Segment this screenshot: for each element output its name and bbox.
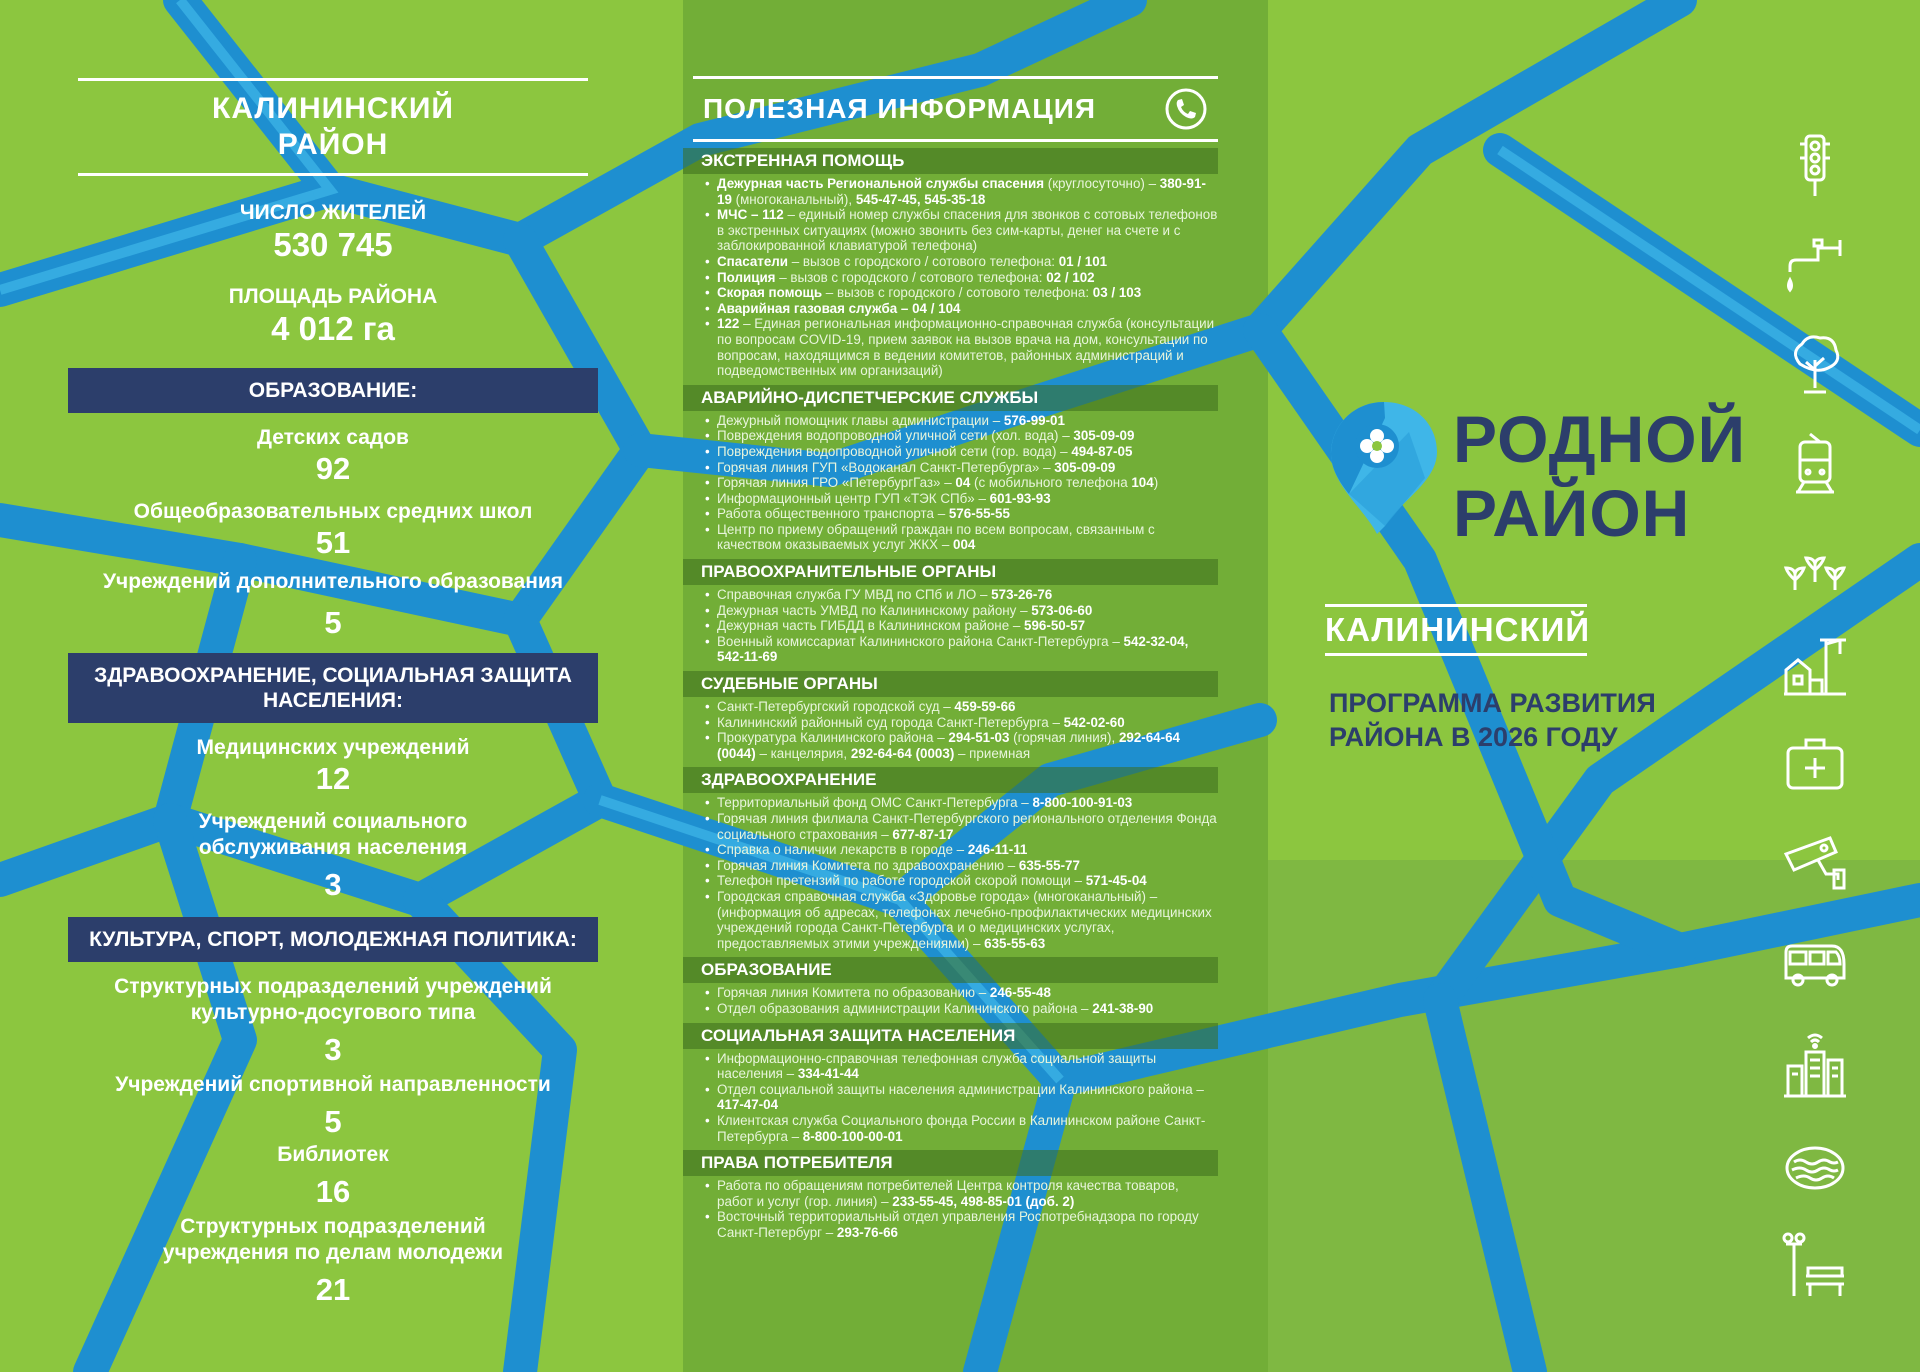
item-emphasis: 576-99-01	[1003, 412, 1065, 428]
item-text: Прокуратура Калининского района –	[717, 730, 949, 746]
stat-area	[68, 284, 598, 348]
item-emphasis: 04	[955, 475, 971, 491]
info-section-header: ПРАВООХРАНИТЕЛЬНЫЕ ОРГАНЫ	[683, 559, 1218, 585]
list-item	[703, 873, 1218, 889]
item-value: 5	[324, 605, 342, 640]
traffic-light-icon	[1780, 130, 1850, 200]
info-list	[683, 413, 1218, 553]
stat-item	[68, 809, 598, 903]
item-emphasis: Спасатели	[717, 253, 789, 269]
list-item	[703, 176, 1218, 207]
item-value: 12	[315, 761, 351, 796]
item-emphasis: 104	[1131, 475, 1154, 491]
item-text: Центр по приему обращений граждан по всем вопросам, связанным с качеством оказываемых услуг ЖКХ –	[717, 521, 1155, 553]
item-emphasis: 573-26-76	[991, 587, 1053, 603]
smart-city-icon	[1780, 1030, 1850, 1100]
info-section	[683, 767, 1218, 951]
list-item	[703, 506, 1218, 522]
item-label: Общеобразовательных средних школ	[133, 500, 533, 523]
list-item	[703, 618, 1218, 634]
item-emphasis: 294-51-03	[948, 730, 1010, 746]
info-list	[683, 795, 1218, 951]
middle-panel	[683, 0, 1218, 1372]
stat-label: ПЛОЩАДЬ РАЙОНА	[228, 285, 438, 308]
info-section	[683, 385, 1218, 553]
item-emphasis: 542-02-60	[1063, 714, 1125, 730]
list-item	[703, 985, 1218, 1001]
info-section	[683, 671, 1218, 761]
item-emphasis: 596-50-57	[1024, 618, 1086, 634]
list-item	[703, 301, 1218, 317]
program-title: ПРОГРАММА РАЗВИТИЯ РАЙОНА В 2026 ГОДУ	[1329, 688, 1656, 752]
info-title-text: ПОЛЕЗНАЯ ИНФОРМАЦИЯ	[703, 93, 1096, 124]
item-value: 16	[315, 1174, 351, 1209]
info-section	[683, 1150, 1218, 1240]
item-text: Горячая линия ГУП «Водоканал Санкт-Петербурга» –	[717, 459, 1055, 475]
item-emphasis: 459-59-66	[954, 699, 1016, 715]
item-text: )	[1153, 475, 1159, 491]
item-text: Территориальный фонд ОМС Санкт-Петербурга –	[717, 795, 1033, 811]
list-item	[703, 254, 1218, 270]
phone-icon	[1164, 87, 1208, 131]
list-item	[703, 1051, 1218, 1082]
item-text: Дежурная часть УМВД по Калининскому району –	[717, 602, 1032, 618]
list-item	[703, 460, 1218, 476]
info-section-header: ОБРАЗОВАНИЕ	[683, 957, 1218, 983]
item-text: Повреждения водопроводной уличной сети (хол. вода) –	[717, 428, 1074, 444]
list-item	[703, 475, 1218, 491]
district-title-line2: РАЙОН	[277, 128, 389, 161]
item-emphasis: 635-55-63	[984, 935, 1046, 951]
street-lamp-bench-icon	[1780, 1230, 1850, 1300]
district-title-line1: КАЛИНИНСКИЙ	[212, 92, 454, 125]
item-emphasis: Дежурная часть Региональной службы спасения	[717, 176, 1045, 191]
item-emphasis: 334-41-44	[797, 1066, 859, 1082]
item-label: Учреждений спортивной направленности	[115, 1073, 551, 1096]
item-emphasis: 233-55-45, 498-85-01 (доб. 2)	[892, 1193, 1075, 1209]
info-section-header: ПРАВА ПОТРЕБИТЕЛЯ	[683, 1150, 1218, 1176]
item-text: Дежурный помощник главы администрации –	[717, 412, 1004, 428]
item-emphasis: 8-800-100-00-01	[802, 1128, 903, 1144]
stat-value: 4 012 га	[271, 310, 395, 347]
item-text: Санкт-Петербургский городской суд –	[717, 699, 955, 715]
list-item	[703, 491, 1218, 507]
list-item	[703, 858, 1218, 874]
map-pin-logo-icon	[1325, 398, 1443, 538]
construction-crane-icon	[1780, 630, 1850, 700]
item-text: Телефон претензий по работе городской скорой помощи –	[717, 873, 1086, 889]
stat-item	[68, 425, 598, 487]
item-emphasis: Аварийная газовая служба – 04 / 104	[717, 300, 961, 316]
stat-item	[68, 735, 598, 797]
item-emphasis: 305-09-09	[1073, 428, 1135, 444]
list-item	[703, 603, 1218, 619]
info-section	[683, 148, 1218, 379]
item-text: Справочная служба ГУ МВД по СПб и ЛО –	[717, 587, 992, 603]
item-emphasis: Скорая помощь	[717, 285, 823, 301]
park-pond-icon	[1780, 1130, 1850, 1200]
info-list	[683, 699, 1218, 761]
list-item	[703, 1209, 1218, 1240]
stat-value: 530 745	[273, 226, 393, 263]
info-list	[683, 587, 1218, 665]
list-item	[703, 795, 1218, 811]
item-text: – единый номер службы спасения для звонков с сотовых телефонов в экстренных ситуациях (можно звонить без сим-карты, денег на счете и с заблокированной клавиатурой телефона)	[717, 207, 1218, 254]
info-sections	[683, 148, 1218, 1240]
list-item	[703, 842, 1218, 858]
list-item	[703, 444, 1218, 460]
item-text: Работа общественного транспорта –	[717, 506, 949, 522]
stat-population	[68, 200, 598, 264]
stat-item	[68, 1142, 598, 1210]
item-text: (многоканальный),	[731, 191, 856, 207]
item-emphasis: 01 / 101	[1058, 253, 1108, 269]
item-emphasis: 677-87-17	[892, 826, 954, 842]
tram-icon	[1780, 430, 1850, 500]
list-item	[703, 270, 1218, 286]
item-text: Дежурная часть ГИБДД в Калининском районе –	[717, 618, 1025, 634]
item-label: Учреждений социального обслуживания населения	[198, 810, 468, 859]
sprouts-icon	[1780, 530, 1850, 600]
item-emphasis: 601-93-93	[989, 490, 1051, 506]
item-text: Информационно-справочная телефонная служба социальной защиты населения –	[717, 1050, 1157, 1082]
item-text: Калининский районный суд города Санкт-Петербурга –	[717, 714, 1064, 730]
item-text: (с мобильного телефона	[970, 475, 1132, 491]
item-emphasis: 417-47-04	[717, 1097, 779, 1113]
list-item	[703, 889, 1218, 951]
item-text: – Единая региональная информационно-справочная служба (консультации по вопросам COVID-19, прием заявок на вызов врача на дом, консультации по вопросам, находящимся в ведении комитетов, районных администраций и подведомственных им организаций)	[717, 316, 1215, 379]
item-text: – вызов с городского / сотового телефона:	[822, 285, 1093, 301]
item-label: Структурных подразделений учреждения по делам молодежи	[162, 1215, 504, 1264]
list-item	[703, 1178, 1218, 1209]
stat-item	[68, 974, 598, 1068]
info-list	[683, 985, 1218, 1016]
list-item	[703, 1001, 1218, 1017]
list-item	[703, 1113, 1218, 1144]
item-emphasis: 573-06-60	[1031, 602, 1093, 618]
item-emphasis: 02 / 102	[1046, 269, 1095, 285]
stat-item	[68, 569, 598, 641]
logo-wordmark	[1453, 402, 1746, 550]
logo-line2: РАЙОН	[1453, 476, 1691, 550]
list-item	[703, 428, 1218, 444]
item-label: Учреждений дополнительного образования	[102, 570, 564, 593]
info-section-header: АВАРИЙНО-ДИСПЕТЧЕРСКИЕ СЛУЖБЫ	[683, 385, 1218, 411]
item-emphasis: 576-55-55	[948, 506, 1010, 522]
item-text: Повреждения водопроводной уличной сети (гор. вода) –	[717, 443, 1072, 459]
item-emphasis: 380-91-19	[717, 176, 1206, 207]
stat-label: ЧИСЛО ЖИТЕЛЕЙ	[239, 201, 427, 224]
list-item	[703, 522, 1218, 553]
list-item	[703, 207, 1218, 254]
item-text: Горячая линия ГРО «ПетербургГаз» –	[717, 475, 956, 491]
list-item	[703, 730, 1218, 761]
item-text: Горячая линия филиала Санкт-Петербургского регионального отделения Фонда социального страхования –	[717, 811, 1217, 842]
first-aid-kit-icon	[1780, 730, 1850, 800]
list-item	[703, 699, 1218, 715]
info-bottom-rule	[693, 139, 1218, 142]
item-value: 5	[324, 1104, 342, 1139]
list-item	[703, 285, 1218, 301]
list-item	[703, 1082, 1218, 1113]
item-emphasis: 571-45-04	[1085, 873, 1147, 889]
item-text: Клиентская служба Социального фонда России в Калининском районе Санкт-Петербурга –	[717, 1112, 1206, 1144]
item-emphasis: 8-800-100-91-03	[1032, 795, 1133, 811]
list-item	[703, 587, 1218, 603]
water-tap-icon	[1780, 230, 1850, 300]
item-emphasis: МЧС – 112	[717, 207, 784, 223]
item-label: Детских садов	[257, 426, 409, 449]
item-emphasis: 305-09-09	[1054, 459, 1116, 475]
item-value: 21	[315, 1272, 351, 1307]
info-section	[683, 559, 1218, 665]
item-emphasis: 292-64-64 (0044)	[717, 730, 1180, 761]
item-text: Горячая линия Комитета по здравоохранению –	[717, 857, 1019, 873]
item-text: Горячая линия Комитета по образованию –	[717, 985, 990, 1001]
item-value: 3	[324, 1032, 342, 1067]
item-text: Справка о наличии лекарств в городе –	[717, 842, 968, 858]
section-culture-header: КУЛЬТУРА, СПОРТ, МОЛОДЕЖНАЯ ПОЛИТИКА:	[68, 917, 598, 962]
list-item	[703, 316, 1218, 378]
item-emphasis: Полиция	[717, 269, 776, 285]
right-panel	[1265, 0, 1920, 1372]
left-panel	[68, 0, 598, 1372]
logo-line1: РОДНОЙ	[1453, 402, 1747, 476]
item-label: Медицинских учреждений	[196, 736, 470, 759]
item-text: (круглосуточно) –	[1044, 176, 1160, 191]
list-item	[703, 811, 1218, 842]
stat-item	[68, 1072, 598, 1140]
item-label: Библиотек	[277, 1143, 389, 1166]
info-section-header: СУДЕБНЫЕ ОРГАНЫ	[683, 671, 1218, 697]
item-text: Информационный центр ГУП «ТЭК СПб» –	[717, 490, 990, 506]
info-list	[683, 176, 1218, 379]
item-text: – вызов с городского / сотового телефона:	[788, 253, 1059, 269]
item-text: Военный комиссариат Калининского района Санкт-Петербурга –	[717, 633, 1124, 649]
item-value: 3	[324, 867, 342, 902]
item-emphasis: 004	[953, 537, 976, 553]
cctv-camera-icon	[1780, 830, 1850, 900]
item-emphasis: 542-32-04, 542-11-69	[717, 633, 1189, 665]
section-health-header: ЗДРАВООХРАНЕНИЕ, СОЦИАЛЬНАЯ ЗАЩИТА НАСЕЛЕНИЯ:	[68, 653, 598, 723]
info-list	[683, 1178, 1218, 1240]
item-emphasis: 03 / 103	[1092, 285, 1142, 301]
item-emphasis: 246-11-11	[967, 842, 1028, 858]
info-section	[683, 957, 1218, 1016]
item-value: 92	[315, 451, 351, 486]
item-emphasis: 122	[717, 316, 740, 332]
item-value: 51	[315, 525, 351, 560]
item-emphasis: 241-38-90	[1092, 1000, 1154, 1016]
info-list	[683, 1051, 1218, 1145]
item-emphasis: 545-47-45, 545-35-18	[855, 191, 986, 207]
district-label: КАЛИНИНСКИЙ	[1325, 604, 1587, 656]
list-item	[703, 634, 1218, 665]
info-section-header: ЗДРАВООХРАНЕНИЕ	[683, 767, 1218, 793]
item-emphasis: 494-87-05	[1071, 443, 1133, 459]
stat-item	[68, 1214, 598, 1308]
district-title	[68, 81, 598, 173]
info-section-header: ЭКСТРЕННАЯ ПОМОЩЬ	[683, 148, 1218, 174]
list-item	[703, 413, 1218, 429]
item-text: – вызов с городского / сотового телефона:	[775, 269, 1047, 285]
item-label: Структурных подразделений учреждений культурно-досугового типа	[114, 975, 552, 1024]
list-item	[703, 715, 1218, 731]
info-title	[683, 79, 1218, 139]
item-text: Восточный территориальный отдел управления Роспотребнадзора по городу Санкт-Петербург –	[717, 1209, 1199, 1240]
bus-icon	[1780, 930, 1850, 1000]
icon-column	[1780, 130, 1860, 1330]
item-text: – канцелярия,	[755, 745, 851, 761]
info-section	[683, 1023, 1218, 1145]
item-emphasis: 292-64-64 (0003)	[850, 745, 955, 761]
item-text: Работа по обращениям потребителей Центра контроля качества товаров, работ и услуг (гор. линия) –	[717, 1178, 1179, 1209]
item-text: (горячая линия),	[1009, 730, 1119, 746]
stat-item	[68, 499, 598, 561]
item-text: – приемная	[954, 745, 1031, 761]
item-emphasis: 293-76-66	[836, 1224, 898, 1240]
item-text: Городская справочная служба «Здоровье города» (многоканальный) – (информация об адресах, телефонах лечебно-профилактических медицинских учреждений города Санкт-Петербурга и о медицинских услугах, предоставляемых этими учреждениями) –	[717, 888, 1212, 951]
item-emphasis: 246-55-48	[989, 985, 1051, 1001]
info-section-header: СОЦИАЛЬНАЯ ЗАЩИТА НАСЕЛЕНИЯ	[683, 1023, 1218, 1049]
item-text: Отдел социальной защиты населения администрации Калининского района –	[717, 1081, 1204, 1097]
tree-icon	[1780, 330, 1850, 400]
section-education-header: ОБРАЗОВАНИЕ:	[68, 368, 598, 413]
item-text: Отдел образования администрации Калининского района –	[717, 1000, 1093, 1016]
item-emphasis: 635-55-77	[1018, 857, 1080, 873]
